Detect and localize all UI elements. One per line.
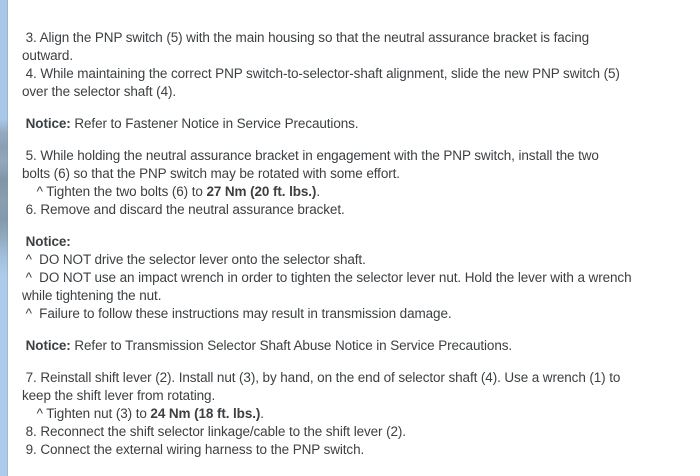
notice-warnings	[22, 233, 680, 323]
text-line	[22, 269, 680, 287]
text-line	[22, 115, 680, 133]
steps-5-6	[22, 147, 680, 219]
text-run: .	[260, 406, 264, 421]
text-run: 9. Connect the external wiring harness to the PNP switch.	[22, 442, 365, 457]
text-run: ^ Tighten the two bolts (6) to	[22, 184, 207, 199]
text-line	[22, 369, 680, 387]
text-line	[22, 251, 680, 269]
text-run: over the selector shaft (4).	[22, 84, 177, 99]
text-line	[22, 423, 680, 441]
notice-fastener	[22, 115, 680, 133]
text-run: 8. Reconnect the shift selector linkage/cable to the shift lever (2).	[22, 424, 406, 439]
text-line	[22, 405, 680, 423]
text-line	[22, 83, 680, 101]
text-line	[22, 201, 680, 219]
text-line	[22, 233, 680, 251]
text-run: bolts (6) so that the PNP switch may be rotated with some effort.	[22, 166, 400, 181]
text-line	[22, 287, 680, 305]
text-line	[22, 183, 680, 201]
text-run: keep the shift lever from rotating.	[22, 388, 216, 403]
text-run: while tightening the nut.	[22, 288, 162, 303]
text-run: Refer to Transmission Selector Shaft Abuse Notice in Service Precautions.	[70, 338, 513, 353]
text-run: 3. Align the PNP switch (5) with the main housing so that the neutral assurance bracket is facing	[22, 30, 590, 45]
steps-3-4	[22, 29, 680, 101]
text-run: 6. Remove and discard the neutral assurance bracket.	[22, 202, 345, 217]
text-line	[22, 337, 680, 355]
text-run: ^ Tighten nut (3) to	[22, 406, 151, 421]
bold-text-run: Notice:	[22, 338, 71, 353]
text-line	[22, 47, 680, 65]
steps-7-9	[22, 369, 680, 459]
text-run: ^ DO NOT drive the selector lever onto the selector shaft.	[22, 252, 366, 267]
text-run: ^ DO NOT use an impact wrench in order to tighten the selector lever nut. Hold the lever with a wrench	[22, 270, 632, 285]
document-content	[8, 0, 700, 476]
text-line	[22, 165, 680, 183]
text-run: ^ Failure to follow these instructions may result in transmission damage.	[22, 306, 452, 321]
text-run: .	[316, 184, 320, 199]
text-line	[22, 305, 680, 323]
bold-text-run: 27 Nm (20 ft. lbs.)	[206, 184, 317, 199]
text-line	[22, 441, 680, 459]
text-run: Refer to Fastener Notice in Service Precautions.	[70, 116, 359, 131]
text-run: 4. While maintaining the correct PNP switch-to-selector-shaft alignment, slide the new PNP switch (5)	[22, 66, 620, 81]
text-run: 5. While holding the neutral assurance bracket in engagement with the PNP switch, install the two	[22, 148, 599, 163]
notice-transmission-selector-shaft	[22, 337, 680, 355]
bold-text-run: Notice:	[22, 234, 71, 249]
text-line	[22, 65, 680, 83]
text-line	[22, 147, 680, 165]
text-line	[22, 387, 680, 405]
text-run: 7. Reinstall shift lever (2). Install nut (3), by hand, on the end of selector shaft (4). Use a wrench (1) to	[22, 370, 621, 385]
bold-text-run: 24 Nm (18 ft. lbs.)	[150, 406, 261, 421]
text-line	[22, 29, 680, 47]
background-window-edge-strip	[0, 0, 8, 476]
bold-text-run: Notice:	[22, 116, 71, 131]
text-run: outward.	[22, 48, 73, 63]
